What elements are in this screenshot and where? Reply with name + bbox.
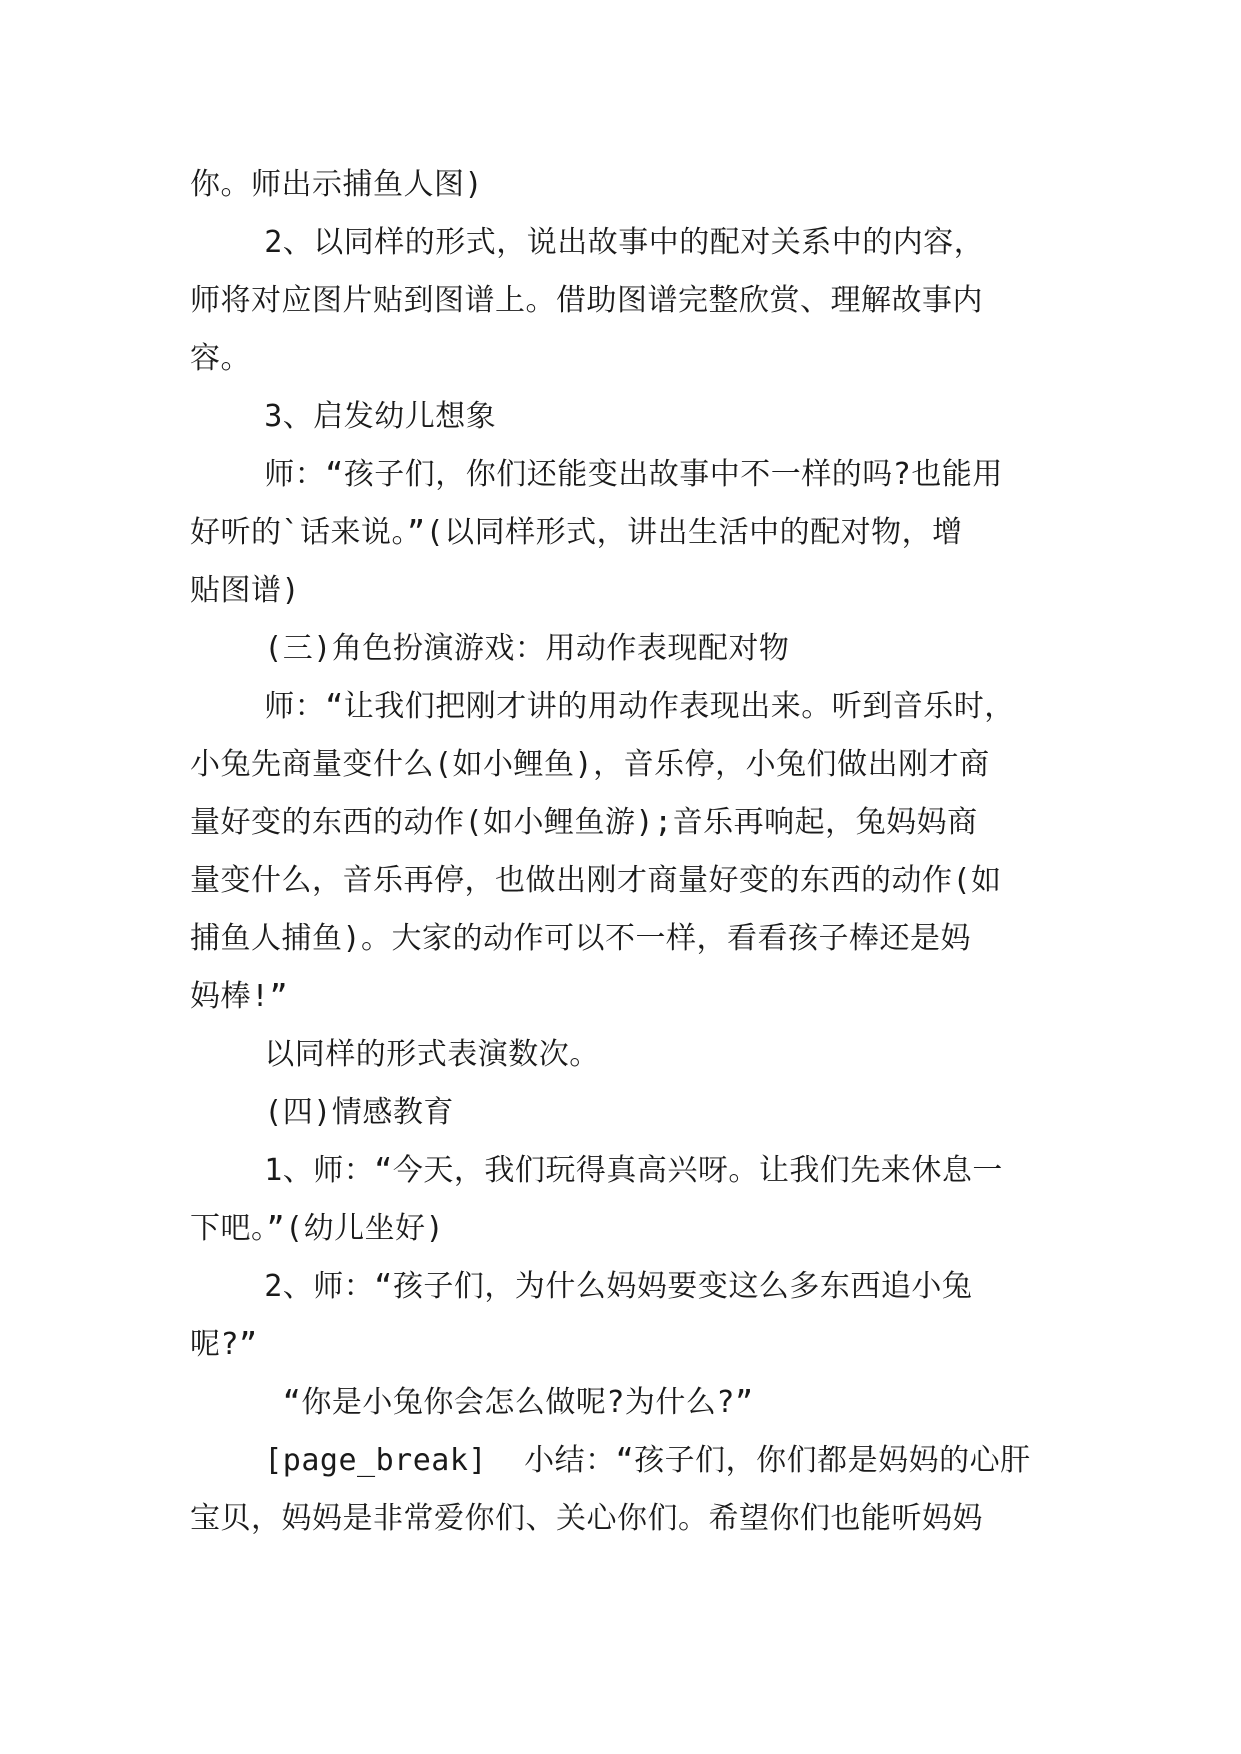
text-line: 以同样的形式表演数次。 — [190, 1037, 600, 1072]
document-body — [190, 156, 1060, 1548]
text-line: 妈棒!” — [190, 979, 289, 1014]
text-line: 师：“让我们把刚才讲的用动作表现出来。听到音乐时， — [190, 689, 1015, 724]
text-line: 好听的`话来说。”(以同样形式，讲出生活中的配对物，增 — [190, 515, 963, 550]
text-line: 贴图谱) — [190, 573, 301, 608]
text-line: 下吧。”(幼儿坐好) — [190, 1211, 445, 1246]
text-line: 小兔先商量变什么(如小鲤鱼)，音乐停，小兔们做出刚才商 — [190, 747, 990, 782]
text-line: 师将对应图片贴到图谱上。借助图谱完整欣赏、理解故事内 — [190, 283, 983, 318]
text-line: 量好变的东西的动作(如小鲤鱼游);音乐再响起，兔妈妈商 — [190, 805, 978, 840]
text-line: (三)角色扮演游戏：用动作表现配对物 — [190, 631, 790, 666]
text-line: 2、以同样的形式，说出故事中的配对关系中的内容， — [190, 225, 985, 260]
text-line: 1、师：“今天，我们玩得真高兴呀。让我们先来休息一 — [190, 1153, 1003, 1188]
text-line: 2、师：“孩子们，为什么妈妈要变这么多东西追小兔 — [190, 1269, 973, 1304]
text-line: 量变什么，音乐再停，也做出刚才商量好变的东西的动作(如 — [190, 863, 1002, 898]
text-line: 师：“孩子们，你们还能变出故事中不一样的吗?也能用 — [190, 457, 1003, 492]
text-line: 宝贝，妈妈是非常爱你们、关心你们。希望你们也能听妈妈 — [190, 1501, 983, 1536]
text-line: “你是小兔你会怎么做呢?为什么?” — [190, 1385, 754, 1420]
text-line: (四)情感教育 — [190, 1095, 454, 1130]
text-line: 3、启发幼儿想象 — [190, 399, 497, 434]
text-line: 你。师出示捕鱼人图) — [190, 167, 484, 202]
text-line: 容。 — [190, 341, 251, 376]
text-line: 呢?” — [190, 1327, 258, 1362]
text-line: [page_break] 小结：“孩子们，你们都是妈妈的心肝 — [190, 1443, 1031, 1478]
text-line: 捕鱼人捕鱼)。大家的动作可以不一样，看看孩子棒还是妈 — [190, 921, 972, 956]
